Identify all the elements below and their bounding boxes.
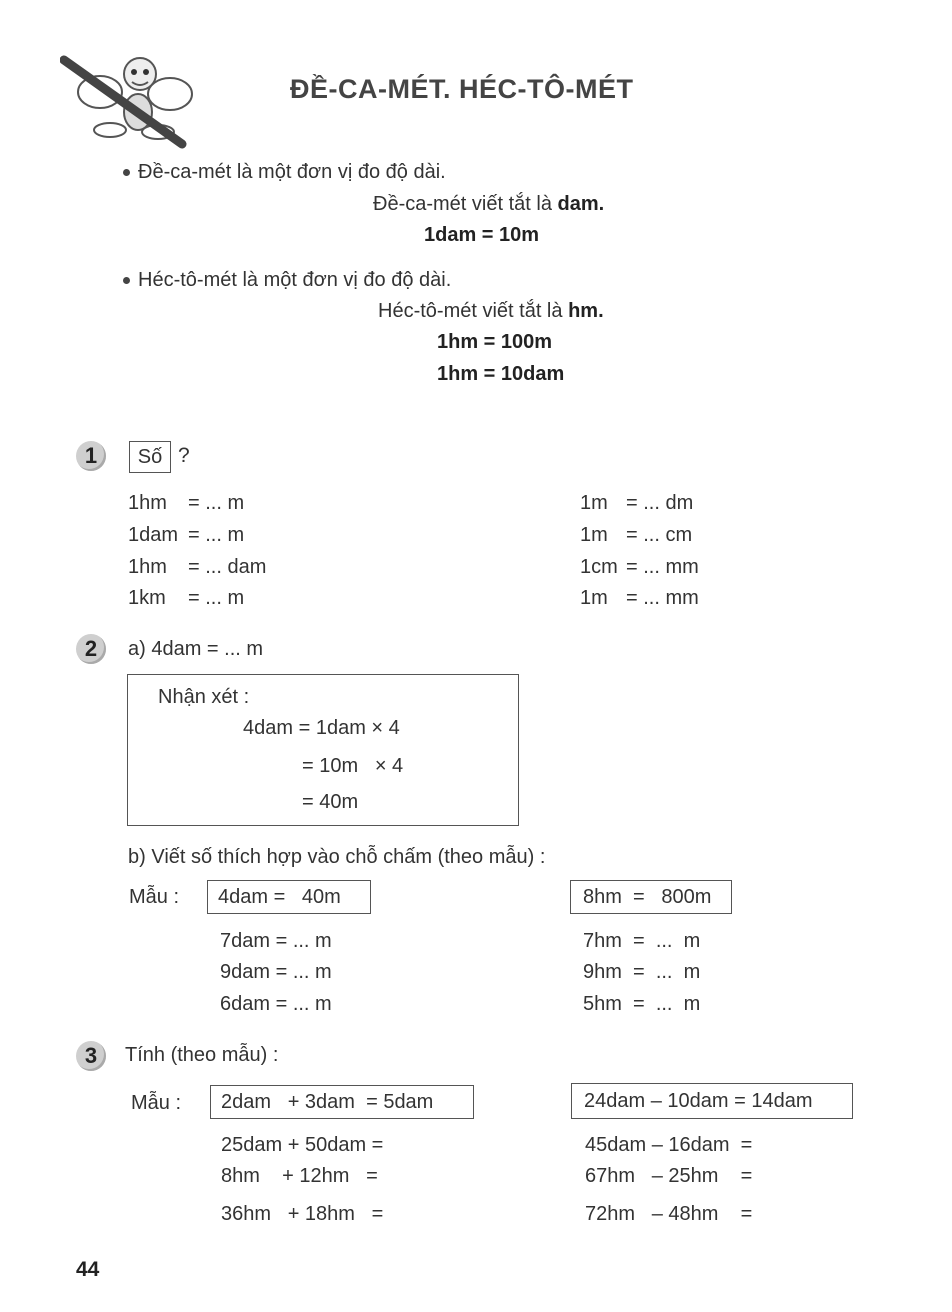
ex1-left-row-1-a: 1hm [128, 492, 167, 514]
exercise-3-number: 3 [76, 1041, 106, 1071]
ex1-right-row-2 [580, 524, 692, 547]
bee-mascot-icon [60, 52, 200, 152]
ex1-left-row-4-b: = ... m [188, 587, 245, 609]
theory-line-2-text: Đề-ca-mét viết tắt là [373, 193, 558, 215]
theory-eq-2: 1hm = 100m [437, 331, 553, 353]
theory-eq-3: 1hm = 10dam [437, 363, 565, 385]
theory-line-1: Đề-ca-mét là một đơn vị đo độ dài. [123, 161, 446, 184]
ex2-right-row-2: 9hm = ... m [583, 961, 701, 983]
theory-line-4-text: Héc-tô-mét viết tắt là [378, 300, 569, 322]
ex3-sample-right: 24dam – 10dam = 14dam [571, 1083, 853, 1119]
exercise-1-label-box: Số [129, 441, 171, 473]
ex1-left-row-3-b: = ... dam [188, 556, 267, 578]
ex3-left-row-2: 8hm + 12hm = [221, 1165, 378, 1187]
ex1-right-row-4-b: = ... mm [626, 587, 699, 609]
page-title: ĐỀ-CA-MÉT. HÉC-TÔ-MÉT [290, 74, 634, 104]
ex2-right-row-3: 5hm = ... m [583, 993, 701, 1015]
ex3-sample-left: 2dam + 3dam = 5dam [210, 1085, 474, 1119]
ex3-right-row-3: 72hm – 48hm = [585, 1203, 753, 1225]
ex3-left-row-1: 25dam + 50dam = [221, 1134, 384, 1156]
ex2-left-row-1: 7dam = ... m [220, 930, 332, 952]
note-line-1: 4dam = 1dam × 4 [243, 717, 400, 739]
ex1-right-row-1-b: = ... dm [626, 492, 694, 514]
ex1-right-row-3 [580, 556, 699, 579]
page-number: 44 [76, 1258, 100, 1281]
ex1-left-row-3-a: 1hm [128, 556, 167, 578]
ex2-left-row-3: 6dam = ... m [220, 993, 332, 1015]
ex2-left-row-2: 9dam = ... m [220, 961, 332, 983]
ex1-left-row-4-a: 1km [128, 587, 166, 609]
ex1-left-row-2-a: 1dam [128, 524, 179, 546]
theory-line-3: Héc-tô-mét là một đơn vị đo độ dài. [123, 269, 451, 292]
ex1-right-row-3-a: 1cm [580, 556, 618, 578]
ex1-right-row-1 [580, 492, 693, 515]
ex3-mau-label: Mẫu : [131, 1092, 182, 1114]
theory-line-2-abbr: dam. [557, 193, 605, 215]
exercise-1-number: 1 [76, 441, 106, 471]
ex2-right-row-1: 7hm = ... m [583, 930, 701, 952]
exercise-3-label: Tính (theo mẫu) : [125, 1044, 279, 1066]
ex3-right-row-2: 67hm – 25hm = [585, 1165, 753, 1187]
exercise-2-number: 2 [76, 634, 106, 664]
theory-line-2 [373, 193, 604, 216]
note-line-2: = 10m × 4 [302, 755, 404, 777]
ex1-left-row-1 [128, 492, 244, 515]
ex3-right-row-1: 45dam – 16dam = [585, 1134, 753, 1156]
ex1-left-row-1-b: = ... m [188, 492, 245, 514]
ex2-sample-right: 8hm = 800m [570, 880, 732, 914]
theory-eq-1: 1dam = 10m [424, 224, 540, 246]
ex1-left-row-3 [128, 556, 266, 579]
ex2-mau-label: Mẫu : [129, 886, 180, 908]
ex1-right-row-1-a: 1m [580, 492, 608, 514]
ex2-sample-left: 4dam = 40m [207, 880, 371, 914]
exercise-1-question-mark: ? [178, 444, 190, 467]
exercise-2b-label: b) Viết số thích hợp vào chỗ chấm (theo mẫu) : [128, 846, 546, 868]
ex1-left-row-2 [128, 524, 244, 547]
ex1-right-row-2-a: 1m [580, 524, 608, 546]
ex3-left-row-3: 36hm + 18hm = [221, 1203, 384, 1225]
theory-line-4-abbr: hm. [568, 300, 604, 322]
ex1-right-row-2-b: = ... cm [626, 524, 693, 546]
theory-line-4 [378, 300, 604, 323]
ex1-left-row-4 [128, 587, 244, 610]
exercise-2a-label: a) 4dam = ... m [128, 638, 264, 660]
note-line-3: = 40m [302, 791, 359, 813]
ex1-right-row-4 [580, 587, 699, 610]
note-title: Nhận xét : [158, 686, 250, 708]
ex1-left-row-2-b: = ... m [188, 524, 245, 546]
ex1-right-row-3-b: = ... mm [626, 556, 699, 578]
ex1-right-row-4-a: 1m [580, 587, 608, 609]
